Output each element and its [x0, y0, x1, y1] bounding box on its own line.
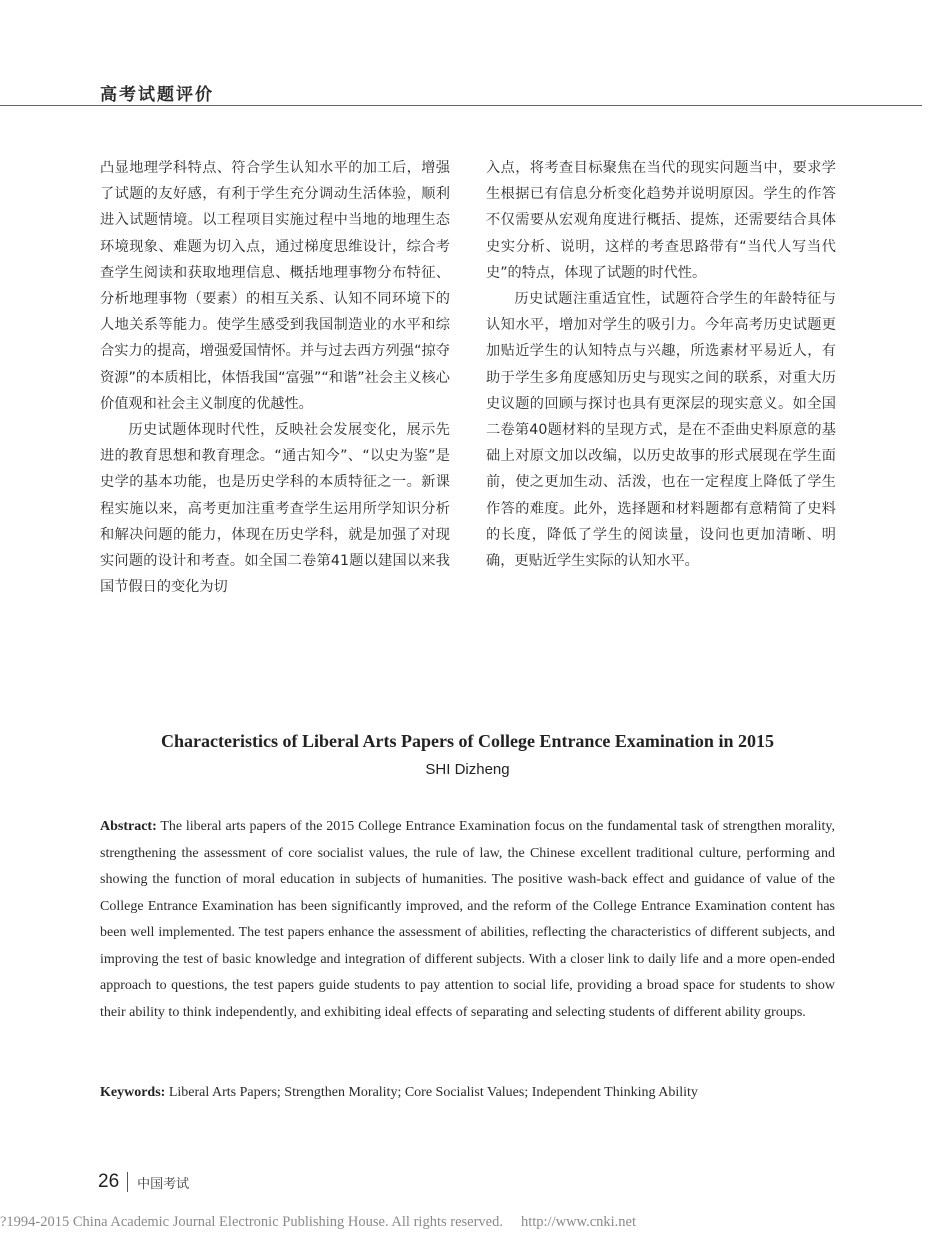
keywords-text: Liberal Arts Papers; Strengthen Morality; Core Socialist Values; Independent Thinking Ability	[168, 1085, 698, 1100]
copyright-url[interactable]: http://www.cnki.net	[520, 1214, 637, 1230]
paragraph: 入点，将考查目标聚焦在当代的现实问题当中，要求学生根据已有信息分析变化趋势并说明原因。学生的作答不仅需要从宏观角度进行概括、提炼，还需要结合具体史实分析、说明，这样的考查思路带有“当代人写当代史”的特点，体现了试题的时代性。	[486, 160, 836, 281]
abstract-text: The liberal arts papers of the 2015 College Entrance Examination focus on the fundamental task of strengthen morality, strengthening the assessment of core socialist values, the rule of law, the Chinese excellent traditional culture, performing and showing the function of moral education in subjects of humanities. The positive wash-back effect and guidance of value of the College Entrance Examination has been significantly improved, and the reform of the College Entrance Examination content has been well implemented. The test papers enhance the assessment of abilities, reflecting the characteristics of different subjects, and improving the test of basic knowledge and integration of different subjects. With a closer link to daily life and a more open-ended approach to questions, the test papers guide students to pay attention to social life, providing a broad space for students to show their ability to think independently, and exhibiting ideal effects of separating and selecting students of different ability groups.	[100, 819, 835, 1020]
english-title: Characteristics of Liberal Arts Papers of College Entrance Examination in 2015	[161, 731, 774, 751]
english-author: SHI Dizheng	[425, 761, 510, 778]
keywords	[100, 1080, 835, 1106]
copyright-text: ?1994-2015 China Academic Journal Electronic Publishing House. All rights reserved.	[0, 1214, 503, 1230]
footer-divider	[127, 1172, 128, 1192]
section-title: 高考试题评价	[100, 85, 214, 105]
abstract	[100, 814, 835, 1026]
abstract-label: Abstract:	[100, 819, 157, 834]
paragraph: 凸显地理学科特点、符合学生认知水平的加工后，增强了试题的友好感，有利于学生充分调动生活体验，顺利进入试题情境。以工程项目实施过程中当地的地理生态环境现象、难题为切入点，通过梯度思维设计，综合考查学生阅读和获取地理信息、概括地理事物分布特征、分析地理事物（要素）的相互关系、认知不同环境下的人地关系等能力。使学生感受到我国制造业的水平和综合实力的提高，增强爱国情怀。并与过去西方列强“掠夺资源”的本质相比，体悟我国“富强”“和谐”社会主义核心价值观和社会主义制度的优越性。	[100, 160, 450, 412]
journal-name: 中国考试	[137, 1176, 190, 1192]
paragraph: 历史试题体现时代性，反映社会发展变化，展示先进的教育思想和教育理念。“通古知今”、“以史为鉴”是史学的基本功能，也是历史学科的本质特征之一。新课程实施以来，高考更加注重考查学生运用所学知识分析和解决问题的能力，体现在历史学科，就是加强了对现实问题的设计和考查。如全国二卷第41题以建国以来我国节假日的变化为切	[100, 422, 450, 596]
body-column-left	[100, 155, 450, 600]
copyright-line	[0, 1214, 935, 1231]
page-footer	[98, 1170, 189, 1194]
body-column-right	[486, 155, 836, 574]
page-number: 26	[98, 1171, 120, 1192]
header-divider	[0, 105, 922, 106]
keywords-label: Keywords:	[100, 1085, 166, 1100]
paragraph: 历史试题注重适宜性，试题符合学生的年龄特征与认知水平，增加对学生的吸引力。今年高考历史试题更加贴近学生的认知特点与兴趣，所选素材平易近人，有助于学生多角度感知历史与现实之间的联系，对重大历史议题的回顾与探讨也具有更深层的现实意义。如全国二卷第40题材料的呈现方式，是在不歪曲史料原意的基础上对原文加以改编，以历史故事的形式展现在学生面前，使之更加生动、活泼，也在一定程度上降低了学生作答的难度。此外，选择题和材料题都有意精简了史料的长度，降低了学生的阅读量，设问也更加清晰、明确，更贴近学生实际的认知水平。	[486, 291, 836, 570]
